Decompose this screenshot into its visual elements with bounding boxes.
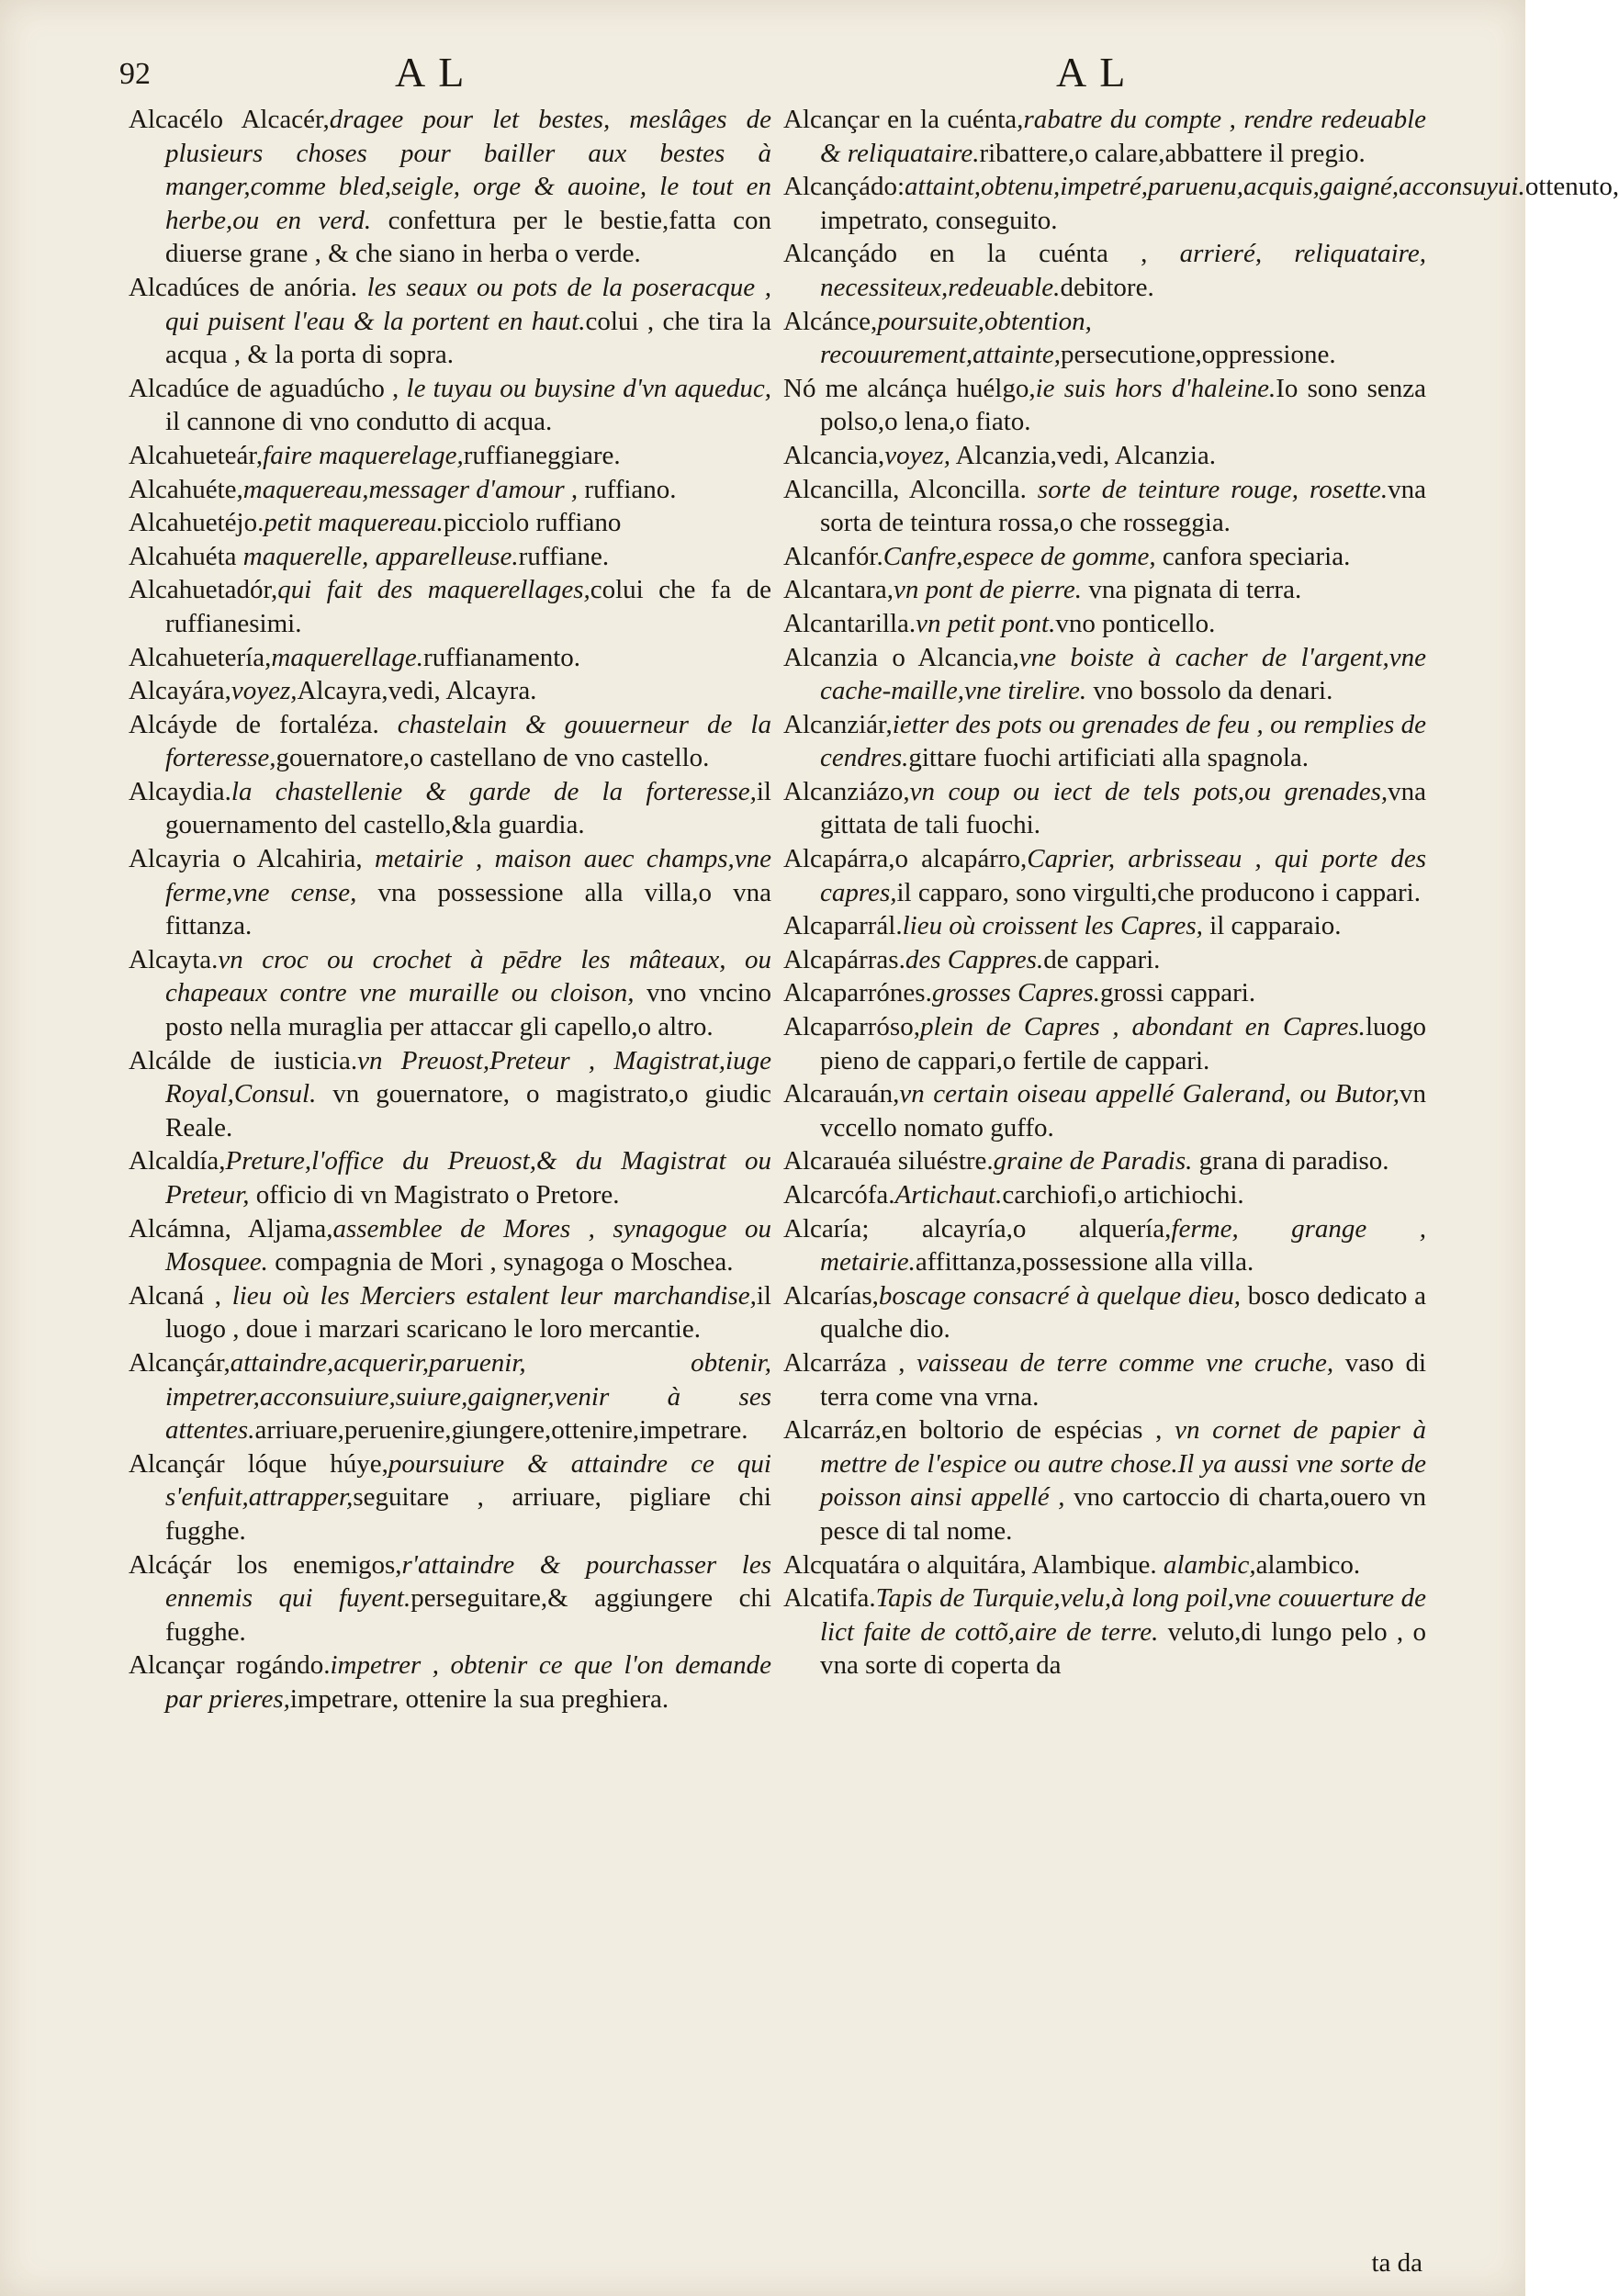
french-gloss: les seaux ou pots de la poseracque , qui puisent l'eau & la portent en haut. [165, 272, 771, 336]
italian-gloss: seguitare , arriuare, pigliare chi fugghe. [165, 1482, 771, 1546]
italian-gloss: il capparaio. [1202, 911, 1342, 941]
french-gloss: faire maquerelage, [263, 440, 464, 470]
french-gloss: ietter des pots ou grenades de feu , ou remplies de cendres. [820, 709, 1426, 773]
dictionary-entry [783, 439, 1426, 473]
dictionary-entry [783, 573, 1426, 607]
french-gloss: attaindre,acquerir,paruenir, obtenir, impetrer,acconsuiure,suiure,gaigner,venir à ses attentes. [165, 1347, 771, 1446]
dictionary-entry [783, 909, 1426, 943]
dictionary-entry [783, 1212, 1426, 1279]
dictionary-entry [129, 439, 771, 473]
french-gloss: poursuiure & attaindre ce qui s'enfuit,attrapper, [165, 1448, 771, 1513]
italian-gloss: ruffiane. [518, 541, 610, 571]
headword: Alcáçár los enemigos, [129, 1549, 402, 1580]
dictionary-entry [129, 271, 771, 372]
italian-gloss: Alcanzia,vedi, Alcanzia. [950, 440, 1217, 470]
french-gloss: le tuyau ou buysine d'vn aqueduc, [406, 373, 771, 403]
headword: Alcayta. [129, 944, 219, 974]
dictionary-entry [129, 1279, 771, 1346]
dictionary-entry [129, 1346, 771, 1447]
dictionary-entry [783, 775, 1426, 842]
dictionary-entry [783, 170, 1619, 237]
italian-gloss: picciolo ruffiano [443, 508, 622, 538]
dictionary-entry [129, 573, 771, 640]
dictionary-entry [783, 237, 1426, 304]
headword: Alcaldía, [129, 1146, 226, 1176]
dictionary-entry [129, 775, 771, 842]
headword: Alcánce, [783, 306, 878, 336]
french-gloss: la chastellenie & garde de la forteresse, [230, 776, 757, 806]
french-gloss: vn certain oiseau appellé Galerand, ou Butor, [899, 1079, 1400, 1109]
french-gloss: qui fait des maquerellages, [277, 575, 590, 605]
headword: Alcantara, [783, 575, 894, 605]
dictionary-entry [129, 1447, 771, 1548]
dictionary-entry [783, 372, 1426, 439]
headword: Alcançar en la cuénta, [783, 105, 1024, 134]
dictionary-entry [129, 708, 771, 775]
italian-gloss: Io sono senza polso,o lena,o fiato. [820, 373, 1426, 437]
french-gloss: voyez, [884, 440, 950, 470]
catchword: ta da [1371, 2248, 1422, 2278]
french-gloss: Canfre,espece de gomme, [883, 541, 1156, 571]
headword: Alcancilla, Alconcilla. [783, 474, 1038, 504]
french-gloss: Preture,l'office du Preuost,& du Magistrat ou Preteur, [165, 1146, 771, 1210]
italian-gloss: grossi cappari. [1100, 978, 1256, 1008]
dictionary-entry [783, 1279, 1426, 1346]
french-gloss: plein de Capres , abondant en Capres. [919, 1012, 1366, 1042]
french-gloss: vn croc ou crochet à pēdre les mâteaux, ou chapeaux contre vne muraille ou cloison, [165, 944, 771, 1008]
french-gloss: Artichaut. [894, 1180, 1003, 1210]
dictionary-entry [783, 607, 1426, 641]
italian-gloss: confettura per le bestie,fatta con diuerse grane , & che siano in herba o verde. [165, 205, 771, 269]
french-gloss: attaint,obtenu,impetré,paruenu,acquis,gaigné,acconsuyui. [905, 172, 1525, 202]
italian-gloss: gittare fuochi artificiati alla spagnola. [908, 743, 1309, 773]
italian-gloss: veluto,di lungo pelo , o vna sorte di coperta da [820, 1616, 1426, 1681]
italian-gloss: vna sorta de teintura rossa,o che rosseggia. [820, 474, 1426, 538]
headword: Alcahuetería, [129, 642, 272, 672]
italian-gloss: Alcayra,vedi, Alcayra. [297, 676, 537, 706]
italian-gloss: affittanza,possessione alla villa. [915, 1247, 1254, 1277]
headword: Alcanziár, [783, 709, 893, 739]
dictionary-entry [129, 506, 771, 540]
dictionary-entry [783, 1178, 1426, 1212]
italian-gloss: de cappari. [1043, 944, 1161, 974]
dictionary-entry [783, 540, 1426, 574]
headword: Alcahuetadór, [129, 575, 278, 605]
dictionary-entry [783, 473, 1426, 540]
italian-gloss: carchiofi,o artichiochi. [1002, 1180, 1244, 1210]
french-gloss: metairie , maison auec champs,vne ferme,vne cense, [165, 844, 771, 907]
headword: Alcarcófa. [783, 1180, 895, 1210]
dictionary-entry [129, 540, 771, 574]
dictionary-entry [783, 1581, 1426, 1683]
french-gloss: impetrer , obtenir ce que l'on demande par prieres, [165, 1650, 771, 1714]
dictionary-entry [783, 708, 1426, 775]
italian-gloss: officio di vn Magistrato o Pretore. [249, 1180, 620, 1210]
headword: Alcaparrónes. [783, 978, 932, 1008]
dictionary-entry [783, 1010, 1426, 1077]
italian-gloss: compagnia de Mori , synagoga o Moschea. [267, 1247, 734, 1277]
dictionary-entry [129, 1212, 771, 1279]
dictionary-entry [129, 1044, 771, 1145]
french-gloss: ferme, grange , metairie. [820, 1213, 1426, 1277]
italian-gloss: vno vncino posto nella muraglia per attaccar gli capello,o altro. [165, 978, 771, 1042]
italian-gloss: ruffiano. [584, 474, 677, 504]
italian-gloss: ruffianamento. [423, 642, 581, 672]
headword: Alcarauán, [783, 1079, 900, 1109]
italian-gloss: vna pignata di terra. [1082, 575, 1302, 605]
headword: Alcahuetéjo. [129, 508, 264, 538]
headword: Alcançar rogándo. [129, 1650, 331, 1681]
italian-gloss: vna possessione alla villa,o vna fittanza. [165, 877, 771, 941]
headword: Alcahueteár, [129, 440, 264, 470]
french-gloss: vaisseau de terre comme vne cruche, [916, 1347, 1334, 1378]
french-gloss: vn Preuost,Preteur , Magistrat,iuge Royal,Consul. [165, 1045, 771, 1109]
headword: Alcapárras. [783, 944, 905, 974]
headword: Alcanziázo, [783, 776, 910, 806]
french-gloss: sorte de teinture rouge, rosette. [1037, 474, 1389, 504]
dictionary-entry [783, 943, 1426, 977]
headword: Alcaydia. [129, 776, 231, 806]
dictionary-entry [783, 641, 1426, 708]
french-gloss: poursuite,obtention, recouurement,attainte, [820, 306, 1092, 370]
french-gloss: dragee pour let bestes, meslâges de plusieurs choses pour bailler aux bestes à manger,comme bled,seigle, orge & auoine, le tout en herbe,ou en verd. [165, 105, 771, 235]
italian-gloss: canfora speciaria. [1155, 541, 1351, 571]
dictionary-entry [129, 1144, 771, 1211]
running-head-right: AL [1056, 49, 1139, 96]
french-gloss: maquerellage. [271, 642, 424, 672]
left-column [129, 103, 771, 1716]
running-head-left: AL [395, 49, 478, 96]
headword: Alcálde de iusticia. [129, 1045, 358, 1075]
french-gloss: Caprier, arbrisseau , qui porte des capres, [820, 844, 1426, 907]
dictionary-entry [783, 842, 1426, 909]
italian-gloss: il cannone di vno condutto di acqua. [165, 407, 553, 437]
italian-gloss: colui che fa de ruffianesimi. [165, 575, 771, 638]
headword: Alcahuéta [129, 541, 243, 571]
french-gloss: vne boiste à cacher de l'argent,vne cache-maille,vne tirelire. [820, 642, 1426, 706]
french-gloss: r'attaindre & pourchasser les ennemis qui fuyent. [165, 1549, 771, 1614]
dictionary-entry [129, 372, 771, 439]
french-gloss: boscage consacré à quelque dieu, [878, 1280, 1242, 1311]
headword: Alcáyde de fortaléza. [129, 709, 398, 739]
headword: Alcaná , [129, 1280, 232, 1311]
italian-gloss: alambico. [1255, 1549, 1361, 1580]
headword: Alcarráza , [783, 1347, 917, 1378]
french-gloss: vn coup ou iect de tels pots,ou grenades, [909, 776, 1389, 806]
headword: Alcancia, [783, 440, 885, 470]
italian-gloss: vno ponticello. [1055, 608, 1216, 638]
headword: Alcacélo Alcacér, [129, 105, 330, 134]
dictionary-entry [129, 641, 771, 675]
headword: Alcámna, Aljama, [129, 1213, 333, 1244]
headword: Alcançár, [129, 1347, 230, 1378]
headword: Alcaría; alcayría,o alquería, [783, 1213, 1172, 1244]
italian-gloss: vn vccello nomato guffo. [820, 1079, 1426, 1142]
italian-gloss: gouernatore,o castellano de vno castello. [275, 743, 710, 773]
dictionary-entry [129, 1649, 771, 1716]
headword: Alcayára, [129, 676, 231, 706]
french-gloss: maquerelle, apparelleuse. [242, 541, 519, 571]
headword: Alcaparrósо, [783, 1012, 920, 1042]
headword: Nó me alcánça huélgo, [783, 373, 1036, 403]
headword: Alcarías, [783, 1280, 879, 1311]
french-gloss: vn pont de pierre. [893, 575, 1083, 605]
dictionary-entry [129, 1548, 771, 1649]
italian-gloss: vaso di terra come vna vrna. [820, 1347, 1426, 1412]
italian-gloss: arriuare,peruenire,giungere,ottenire,impetrare. [254, 1415, 748, 1446]
french-gloss: assemblee de Mores , synagogue ou Mosquee. [165, 1213, 771, 1277]
italian-gloss: impetrare, ottenire la sua preghiera. [289, 1683, 669, 1714]
headword: Alcarauéa siluéstre. [783, 1146, 994, 1176]
italian-gloss: il luogo , doue i marzari scaricano le loro mercantie. [165, 1280, 771, 1345]
dictionary-entry [129, 943, 771, 1044]
headword: Alcançár lóque húye, [129, 1448, 388, 1479]
italian-gloss: vna gittata de tali fuochi. [820, 776, 1426, 840]
french-gloss: voyez, [230, 676, 298, 706]
italian-gloss: ruffianeggiare. [463, 440, 621, 470]
dictionary-entry [129, 842, 771, 943]
right-column [783, 103, 1619, 1683]
headword: Alcanzia o Alcancia, [783, 642, 1019, 672]
french-gloss: lieu où croissent les Capres, [902, 911, 1203, 941]
french-gloss: arrieré, reliquataire, necessiteux,redeuable. [820, 239, 1426, 302]
dictionary-entry [783, 103, 1426, 170]
headword: Alcançádo: [783, 172, 905, 202]
headword: Alcadúce de aguadúcho , [129, 373, 407, 403]
dictionary-entry [783, 976, 1426, 1010]
french-gloss: graine de Paradis. [993, 1146, 1193, 1176]
french-gloss: vn petit pont. [916, 608, 1056, 638]
french-gloss: maquereau,messager d'amour , [242, 474, 585, 504]
headword: Alcatifa. [783, 1583, 876, 1614]
french-gloss: vn cornet de papier à mettre de l'espice ou autre chose.Il ya aussi vne sorte de poisson ainsi appellé , [820, 1415, 1426, 1513]
italian-gloss: colui , che tira la acqua , & la porta di sopra. [165, 306, 771, 370]
french-gloss: alambic, [1163, 1549, 1256, 1580]
french-gloss: Tapis de Turquie,velu,à long poil,vne couuerture de lict faite de cottõ,aire de terre. [820, 1583, 1426, 1647]
headword: Alcarráz,en boltorio de espécias , [783, 1415, 1175, 1446]
italian-gloss: il capparo, sono virgulti,che producono i cappari. [896, 877, 1421, 907]
dictionary-entry [783, 305, 1426, 372]
italian-gloss: bosco dedicato a qualche dio. [820, 1280, 1426, 1345]
dictionary-entry [783, 1413, 1426, 1548]
headword: Alcahuéte, [129, 474, 243, 504]
headword: Alcapárra,o alcapárro, [783, 844, 1028, 874]
italian-gloss: il gouernamento del castello,&la guardia. [165, 776, 771, 840]
headword: Alcaparrál. [783, 911, 903, 941]
headword: Alcantarilla. [783, 608, 916, 638]
headword: Alcayria o Alcahiria, [129, 844, 375, 874]
italian-gloss: debitore. [1060, 272, 1154, 302]
italian-gloss: vn gouernatore, o magistrato,o giudic Reale. [165, 1079, 771, 1142]
french-gloss: chastelain & gouuerneur de la forteresse, [165, 709, 771, 773]
headword: Alcanfór. [783, 541, 883, 571]
french-gloss: des Cappres. [905, 944, 1044, 974]
french-gloss: rabatre du compte , rendre redeuable & reliquataire. [820, 105, 1426, 168]
italian-gloss: vno bossolo da denari. [1086, 676, 1333, 706]
headword: Alcquatára o alquitára, Alambique. [783, 1549, 1164, 1580]
italian-gloss: persecutione,oppressione. [1061, 340, 1336, 370]
italian-gloss: perseguitare,& aggiungere chi fugghe. [165, 1583, 771, 1647]
french-gloss: ie suis hors d'haleine. [1035, 373, 1276, 403]
headword: Alcadúces de anória. [129, 272, 367, 302]
italian-gloss: vno cartoccio di charta,ouero vn pesce di tal nome. [820, 1482, 1426, 1546]
dictionary-entry [783, 1346, 1426, 1413]
italian-gloss: grana di paradiso. [1192, 1146, 1389, 1176]
dictionary-entry [783, 1144, 1426, 1178]
page-number: 92 [119, 57, 151, 91]
dictionary-entry [129, 674, 771, 708]
headword: Alcançádo en la cuénta , [783, 239, 1180, 269]
italian-gloss: ottenuto, impetrato, conseguito. [820, 172, 1619, 235]
italian-gloss: ribattere,o calare,abbattere il pregio. [979, 138, 1366, 168]
french-gloss: grosses Capres. [931, 978, 1100, 1008]
dictionary-entry [783, 1548, 1426, 1582]
french-gloss: petit maquereau. [264, 508, 444, 538]
italian-gloss: luogo pieno de cappari,o fertile de cappari. [820, 1012, 1426, 1075]
dictionary-entry [129, 103, 771, 271]
dictionary-entry [783, 1077, 1426, 1144]
french-gloss: lieu où les Merciers estalent leur marchandise, [231, 1280, 757, 1311]
dictionary-entry [129, 473, 771, 507]
